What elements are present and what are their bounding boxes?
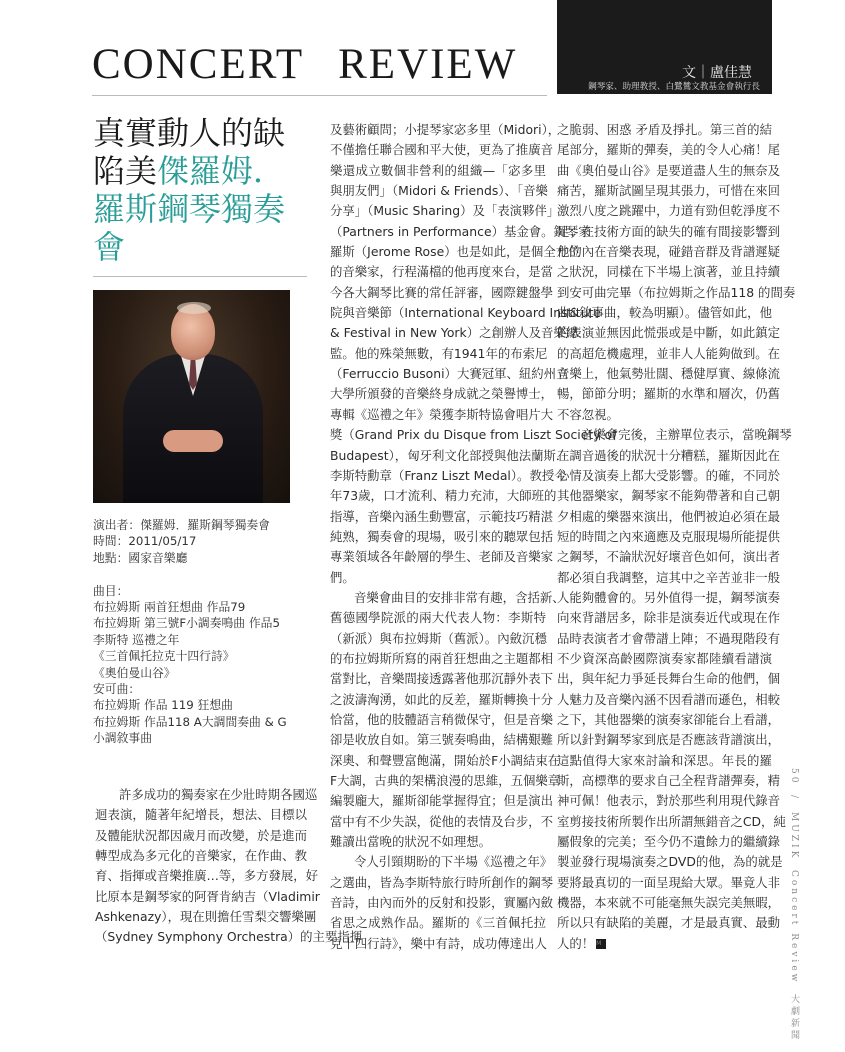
- text-line: 在調音過後的狀況十分糟糕，羅斯因此在: [557, 447, 781, 463]
- text-line: 激烈八度之跳躍中，力道有勁但乾淨度不: [557, 203, 781, 219]
- line: [330, 405, 554, 425]
- text-line: 人能夠體會的。另外值得一提，鋼琴演奏: [557, 589, 781, 605]
- text-line: 當中有不少失誤，從他的表情及台步，不: [330, 813, 554, 829]
- line: [330, 161, 546, 181]
- line: [330, 608, 546, 628]
- text-line: 監。他的殊榮無數，有1941年的布索尼: [330, 345, 548, 361]
- line: [330, 873, 554, 893]
- title-divider: [93, 276, 307, 277]
- line: [557, 812, 786, 832]
- text-line: 品時表演者才會帶譜上陣；不過現階段有: [557, 630, 781, 646]
- section-header-word-1: CONCERT: [92, 41, 305, 88]
- author-role: 鋼琴家、助理教授、白鷺鷥文教基金會執行長: [588, 82, 760, 92]
- concert-info: [93, 517, 313, 747]
- text-line: 許多成功的獨奏家在少壯時期各國巡: [119, 787, 318, 802]
- text-line: 純熟，獨奏會的現場，吸引來的聽眾包括: [330, 528, 554, 544]
- line: [330, 323, 579, 343]
- line: [557, 323, 781, 343]
- line: [557, 344, 781, 364]
- line: [330, 140, 554, 160]
- text-line: 室剪接技術所製作出所謂無錯音之CD，純: [557, 813, 786, 829]
- line: [557, 649, 772, 669]
- encore-label: 安可曲：: [93, 682, 141, 697]
- program-item: 李斯特 巡禮之年: [93, 632, 180, 647]
- program-label: 曲目：: [93, 583, 129, 598]
- photo-hair: [177, 302, 211, 314]
- text-line: 音樂上，他氣勢壯闊、穩健厚實、線條流: [557, 366, 781, 382]
- line: [557, 934, 772, 954]
- text-line: 不容忽視。: [557, 406, 619, 422]
- line: [330, 812, 554, 832]
- line: [330, 629, 546, 649]
- text-line: 足；在技術方面的缺失的確有間接影響到: [557, 223, 781, 239]
- line: [557, 161, 781, 181]
- text-line: 難讀出當晚的狀況不如理想。: [330, 834, 492, 850]
- line: [330, 934, 546, 954]
- text-line: 指導，音樂內涵生動豐富，示範技巧精湛: [330, 508, 554, 524]
- program-item: 《奧伯曼山谷》: [93, 665, 176, 680]
- text-line: 人的！: [557, 935, 595, 951]
- text-line: 短的時間之內來適應及克服現場所能提供: [557, 528, 781, 544]
- text-line: 都必須自我調整，這其中之辛苦並非一般: [557, 569, 781, 585]
- line: [330, 283, 554, 303]
- text-line: 曲&敘事曲，較為明顯）。儘管如此，他: [557, 305, 772, 321]
- line: [330, 832, 546, 852]
- line: [557, 425, 792, 445]
- line: [330, 893, 554, 913]
- info-performer: 演出者：傑羅姆．羅斯鋼琴獨奏會: [93, 518, 270, 532]
- text-line: 羅斯（Jerome Rose）也是如此，是個全方位: [330, 244, 581, 260]
- line: [330, 852, 553, 872]
- author-name: 文｜盧佳慧: [682, 65, 752, 81]
- line: [330, 507, 554, 527]
- line: [557, 588, 781, 608]
- program-item: 布拉姆斯 第三號F小調奏鳴曲 作品5: [93, 616, 280, 631]
- text-line: 比原本是鋼琴家的阿胥肯納吉（Vladimir: [95, 888, 320, 904]
- line: [95, 927, 363, 947]
- line: [557, 446, 781, 466]
- line: [557, 913, 781, 933]
- text-line: 機器，本來就不可能毫無失誤完美無暇，: [557, 895, 781, 911]
- text-line: 們。: [330, 569, 355, 585]
- paragraph: [557, 120, 796, 425]
- line: [557, 283, 796, 303]
- text-line: 所以針對鋼琴家到底是否應該背譜演出，: [557, 732, 781, 748]
- program-item: 《三首佩托拉克十四行詩》: [93, 649, 235, 664]
- text-line: 音樂會完後，主辦單位表示，當晚鋼琴: [581, 427, 792, 443]
- title-part-2: 傑羅姆．羅斯鋼琴獨奏會: [93, 152, 286, 266]
- line: [330, 730, 554, 750]
- text-line: 及藝術顧問；小提琴家宓多里（Midori），: [330, 122, 561, 137]
- line: [330, 201, 560, 221]
- line: [95, 907, 317, 927]
- text-line: 省思之成熟作品。羅斯的《三首佩托拉: [330, 915, 546, 931]
- line: [330, 344, 546, 364]
- line: [557, 832, 781, 852]
- line: [330, 527, 554, 547]
- line: [557, 303, 772, 323]
- text-line: 之下，其他器樂的演奏家卻能台上看譜，: [557, 711, 781, 727]
- header-divider: [92, 95, 547, 96]
- line: [557, 568, 781, 588]
- text-line: 向來背譜居多，除非是演奏近代或現在作: [557, 610, 781, 626]
- photo-hands: [163, 430, 223, 452]
- line: [557, 384, 781, 404]
- text-line: 製並發行現場演奏之DVD的他，為的就是: [557, 854, 783, 870]
- line: [557, 466, 781, 486]
- line: [330, 913, 546, 933]
- text-line: 之狀況，同樣在下半場上演著，並且持續: [557, 264, 781, 280]
- line: [330, 588, 565, 608]
- text-line: 的表演並無因此慌張或是中斷，如此鎮定: [557, 325, 781, 341]
- line: [330, 649, 554, 669]
- line: [330, 690, 554, 710]
- line: [557, 181, 781, 201]
- encore-item: 布拉姆斯 作品 119 狂想曲: [93, 698, 233, 713]
- text-line: 曲《奧伯曼山谷》是要道盡人生的無奈及: [557, 162, 781, 178]
- line: [557, 201, 781, 221]
- page-folio: [788, 768, 801, 1052]
- line: [557, 710, 781, 730]
- folio-separator: /: [789, 795, 799, 802]
- text-line: 院與音樂節（International Keyboard Institute: [330, 305, 602, 321]
- text-line: （新派）與布拉姆斯（舊派）。內斂沉穩: [330, 630, 547, 646]
- text-line: 他的內在音樂表現，碰錯音群及背譜遲疑: [557, 244, 781, 260]
- magazine-name: MUZIK: [789, 811, 799, 860]
- line: [557, 364, 781, 384]
- text-line: 今各大鋼琴比賽的常任評審，國際鍵盤學: [330, 284, 554, 300]
- text-line: 李斯特勳章（Franz Liszt Medal）。教授今: [330, 467, 567, 483]
- text-line: 神可佩！他表示，對於那些利用現代錄音: [557, 793, 781, 809]
- line: [330, 669, 554, 689]
- line: [330, 222, 591, 242]
- text-line: 的音樂家，行程滿檔的他再度來台，是當: [330, 264, 554, 280]
- text-line: （Partners in Performance）基金會。鋼琴家: [330, 223, 591, 239]
- line: [557, 262, 781, 282]
- title-part-1: 真實動人的缺陷美: [93, 114, 286, 190]
- encore-item: 小調敘事曲: [93, 731, 152, 746]
- text-line: 痛苦，羅斯試圖呈現其張力，可惜在來回: [557, 183, 781, 199]
- text-line: （Ferruccio Busoni）大賽冠軍、紐約州立: [330, 366, 569, 382]
- text-line: Ashkenazy），現在則擔任雪梨交響樂團: [95, 909, 317, 925]
- text-line: 專輯《巡禮之年》榮獲李斯特協會唱片大: [330, 406, 554, 422]
- line: [557, 751, 772, 771]
- text-line: 令人引頸期盼的下半場《巡禮之年》: [354, 854, 553, 870]
- text-line: 之波濤洶湧，如此的反差，羅斯轉換十分: [330, 691, 554, 707]
- line: [330, 751, 561, 771]
- end-mark-icon: M: [596, 939, 606, 949]
- line: [557, 140, 781, 160]
- paragraph: [330, 588, 565, 852]
- text-line: 年73歲，口才流利、精力充沛，大師班的: [330, 488, 557, 504]
- line: [330, 242, 581, 262]
- line: [557, 527, 781, 547]
- line: [330, 710, 554, 730]
- text-line: 這點值得大家來討論和深思。年長的羅: [557, 752, 772, 768]
- line: [330, 446, 569, 466]
- text-line: 音詩，由內而外的反射和投影，實屬內斂: [330, 895, 554, 911]
- text-line: 當對比，音樂間接透露著他那沉靜外表下: [330, 671, 554, 687]
- section-name: Concert Review: [789, 869, 799, 985]
- line: [557, 486, 781, 506]
- line: [330, 120, 561, 140]
- program-item: 布拉姆斯 兩首狂想曲 作品79: [93, 600, 246, 615]
- text-line: （Sydney Symphony Orchestra）的主要指揮: [95, 929, 363, 945]
- text-line: 出，與年紀力爭延長舞台生命的他們，個: [557, 671, 781, 687]
- text-line: 轉型成為多元化的音樂家，在作曲、教: [95, 848, 307, 864]
- line: [557, 507, 781, 527]
- info-time: 時間：2011/05/17: [93, 534, 197, 549]
- text-line: 之選曲，皆為李斯特旅行時所創作的鋼琴: [330, 874, 554, 890]
- text-line: 迴表演，隨著年紀增長，想法、目標以: [95, 807, 307, 823]
- section-header-word-2: REVIEW: [338, 41, 518, 88]
- line: [557, 893, 781, 913]
- text-line: 恰當，他的肢體語言稍微保守，但是音樂: [330, 711, 554, 727]
- section-header: [92, 40, 517, 90]
- text-line: 的高超危機處理，並非人人能夠做到。在: [557, 345, 781, 361]
- line: [557, 791, 781, 811]
- text-line: 分享」（Music Sharing）及「表演夥伴」: [330, 203, 560, 219]
- line: [557, 242, 781, 262]
- line: [557, 730, 781, 750]
- line: [95, 826, 307, 846]
- line: [330, 486, 557, 506]
- paragraph: [95, 785, 363, 948]
- text-line: 不少資深高齡國際演奏家都陸續看譜演: [557, 650, 772, 666]
- text-line: 不僅擔任聯合國和平大使，更為了推廣音: [330, 142, 554, 158]
- line: [557, 669, 781, 689]
- line: [95, 846, 307, 866]
- byline-box: [557, 0, 772, 94]
- text-line: 舊德國學院派的兩大代表人物：李斯特: [330, 610, 546, 626]
- text-line: & Festival in New York）之創辦人及音樂總: [330, 325, 579, 341]
- text-line: 屬假象的完美；至今仍不遺餘力的繼續錄: [557, 834, 781, 850]
- line: [330, 568, 546, 588]
- text-line: 育、指揮或音樂推廣…等，多方發展，好: [95, 868, 319, 884]
- line: [95, 805, 307, 825]
- text-line: 編製龐大，羅斯卻能掌握得宜；但是演出: [330, 793, 554, 809]
- text-line: 暢，節節分明；羅斯的水準和層次，仍舊: [557, 386, 781, 402]
- text-line: 到安可曲完畢（布拉姆斯之作品118 的間奏: [557, 284, 796, 300]
- line: [330, 466, 567, 486]
- text-line: F大調，古典的架構浪漫的思維，五個樂章: [330, 773, 561, 788]
- text-line: 其他器樂家，鋼琴家不能夠帶著和自己朝: [557, 488, 781, 504]
- encore-item: 布拉姆斯 作品118 A大調間奏曲 & G: [93, 714, 287, 729]
- text-line: 所以只有缺陷的美麗，才是最真實、最動: [557, 915, 781, 931]
- paragraph: [557, 425, 792, 954]
- line: [557, 771, 781, 791]
- text-line: 心情及演奏上都大受影響。的確，不同於: [557, 467, 781, 483]
- text-line: 斯，高標準的要求自己全程背譜彈奏，精: [557, 773, 781, 788]
- subsection-name: 大劇新聞: [789, 994, 799, 1043]
- line: [557, 690, 781, 710]
- performer-photo: [93, 290, 290, 503]
- line: [557, 873, 781, 893]
- text-line: 卻是收放自如。第三號奏鳴曲，結構艱難: [330, 732, 554, 748]
- line: [330, 303, 602, 323]
- line: [557, 547, 781, 567]
- text-line: 夕相處的樂器來演出，他們被迫必須在最: [557, 508, 781, 524]
- text-line: 音樂會曲目的安排非常有趣，含括新、: [354, 589, 565, 605]
- line: [95, 887, 320, 907]
- text-line: 與朋友們」（Midori & Friends）、「音樂: [330, 183, 548, 199]
- article-title: [93, 114, 308, 266]
- text-line: 獎（Grand Prix du Disque from Liszt Society of: [330, 427, 617, 443]
- line: [557, 405, 772, 425]
- text-line: 人魅力及音樂內涵不因看譜而遜色，相較: [557, 691, 781, 707]
- line: [557, 608, 781, 628]
- text-line: 大學所頒發的音樂終身成就之榮譽博士，: [330, 386, 554, 402]
- line: [330, 425, 617, 445]
- line: [330, 771, 561, 791]
- text-line: 的布拉姆斯所寫的兩首狂想曲之主題都相: [330, 650, 554, 666]
- line: [557, 852, 783, 872]
- text-line: 深奧、和聲豐富飽滿，開始於F小調結束在: [330, 752, 561, 768]
- line: [330, 181, 546, 201]
- line: [557, 120, 772, 140]
- text-line: 專業領域各年齡層的學生、老師及音樂家: [330, 549, 554, 565]
- text-line: 及體能狀況都因歲月而改變，於是進而: [95, 827, 307, 843]
- line: [330, 262, 554, 282]
- text-line: 之脆弱、困惑 矛盾及掙扎。第三首的結: [557, 122, 772, 137]
- text-line: 之鋼琴，不論狀況好壞音色如何，演出者: [557, 549, 781, 565]
- line: [330, 791, 554, 811]
- paragraph: [330, 852, 554, 954]
- text-line: 尾部分，羅斯的彈奏，美的令人心痛！尾: [557, 142, 781, 158]
- line: [330, 384, 554, 404]
- line: [557, 222, 781, 242]
- text-line: 樂還成立數個非營利的組織—「宓多里: [330, 162, 546, 178]
- line: [330, 364, 569, 384]
- text-line: 克十四行詩》，樂中有詩，成功傳達出人: [330, 935, 547, 951]
- line: [330, 547, 554, 567]
- body-column-1: [95, 785, 363, 948]
- page-number: 50: [789, 768, 799, 786]
- info-venue: 地點：國家音樂廳: [93, 550, 188, 565]
- line: [95, 866, 319, 886]
- text-line: 要將最真切的一面呈現給大眾。畢竟人非: [557, 874, 781, 890]
- text-line: Budapest），匈牙利文化部授與他法蘭斯．: [330, 447, 569, 463]
- line: [557, 629, 781, 649]
- line: [95, 785, 318, 805]
